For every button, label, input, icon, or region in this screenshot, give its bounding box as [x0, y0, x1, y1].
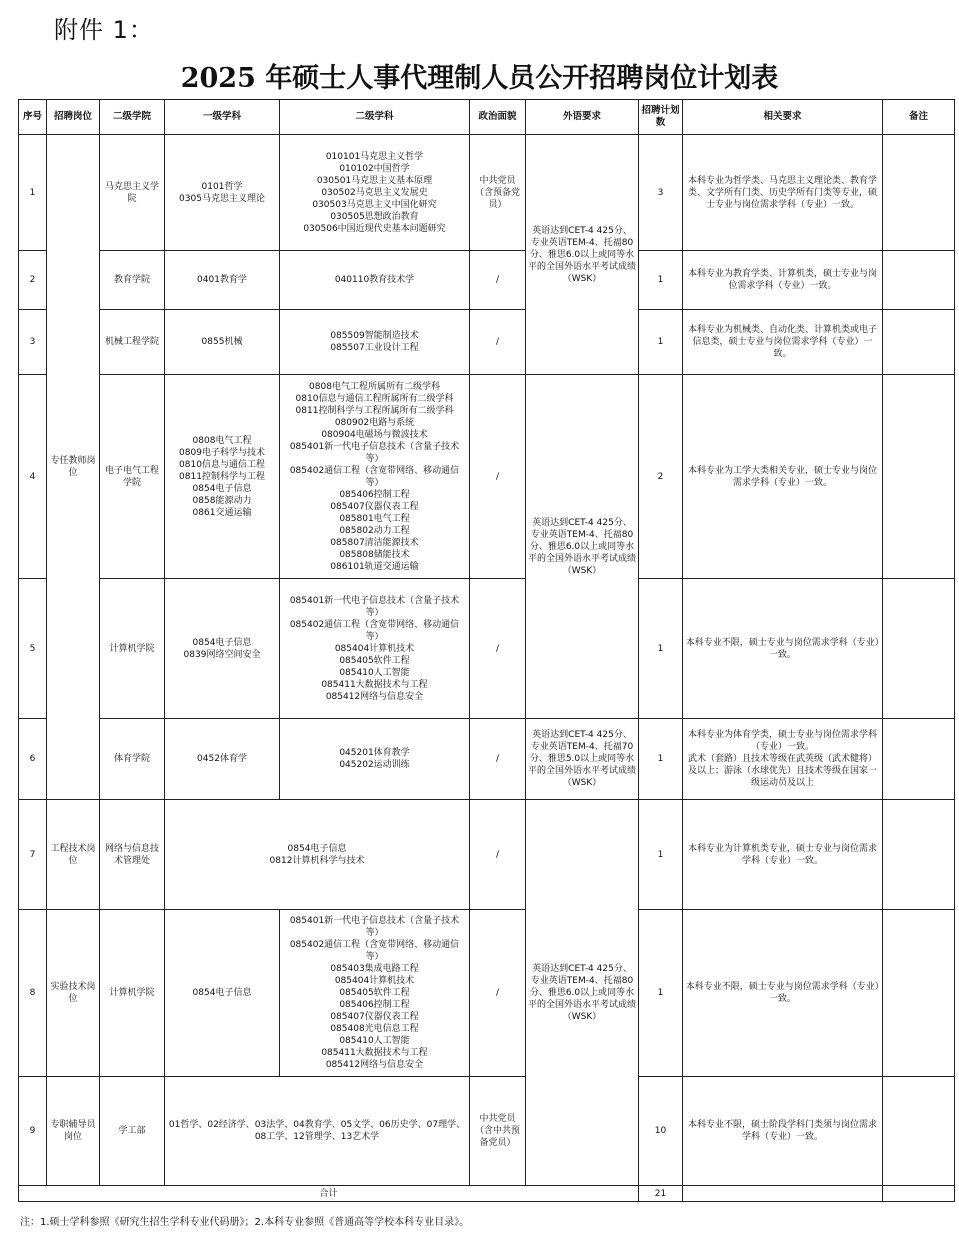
level1-cell: 0808电气工程 0809电子科学与技术 0810信息与通信工程 0811控制科学与工程 0854电子信息 0858能源动力 0861交通运输: [165, 375, 280, 579]
recruitment-table: [18, 99, 955, 1202]
row-no: 8: [19, 910, 47, 1077]
table-row: [19, 1077, 955, 1186]
table-row: [19, 579, 955, 719]
requirements-cell: 本科专业为体育学类，硕士专业与岗位需求学科（专业）一致。 武术（套路）且技术等级在武英级（武术健将）及以上；游泳（水球优先）且技术等级在国家一级运动员及以上: [683, 719, 883, 800]
political-cell: /: [470, 251, 526, 310]
row-no: 9: [19, 1077, 47, 1186]
header-position: 招聘岗位: [47, 100, 100, 135]
row-no: 1: [19, 135, 47, 251]
level1-cell: 0452体育学: [165, 719, 280, 800]
count-cell: 2: [639, 375, 683, 579]
college-cell: 机械工程学院: [100, 310, 165, 375]
remark-cell: [883, 310, 955, 375]
remark-cell: [883, 375, 955, 579]
requirements-cell: 本科专业不限，硕士阶段学科门类须与岗位需求学科（专业）一致。: [683, 1077, 883, 1186]
count-cell: 10: [639, 1077, 683, 1186]
political-cell: /: [470, 800, 526, 910]
level1-cell: 0854电子信息 0839网络空间安全: [165, 579, 280, 719]
college-cell: 计算机学院: [100, 910, 165, 1077]
requirements-cell: 本科专业为机械类、自动化类、计算机类或电子信息类，硕士专业与岗位需求学科（专业）一致。: [683, 310, 883, 375]
count-cell: 3: [639, 135, 683, 251]
requirements-cell: 本科专业不限，硕士专业与岗位需求学科（专业）一致。: [683, 579, 883, 719]
college-cell: 电子电气工程学院: [100, 375, 165, 579]
level1-cell: 0101哲学 0305马克思主义理论: [165, 135, 280, 251]
remark-cell: [883, 135, 955, 251]
college-cell: 马克思主义学院: [100, 135, 165, 251]
count-cell: 1: [639, 719, 683, 800]
count-cell: 1: [639, 251, 683, 310]
requirements-cell: 本科专业为教育学类、计算机类，硕士专业与岗位需求学科（专业）一致。: [683, 251, 883, 310]
count-cell: 1: [639, 910, 683, 1077]
row-no: 5: [19, 579, 47, 719]
count-cell: 1: [639, 579, 683, 719]
political-cell: 中共党员（含中共预备党员）: [470, 1077, 526, 1186]
attachment-label: 附件 1：: [54, 16, 154, 44]
political-cell: /: [470, 719, 526, 800]
level1-cell: 0855机械: [165, 310, 280, 375]
row-no: 7: [19, 800, 47, 910]
level2-cell: 0808电气工程所属所有二级学科 0810信息与通信工程所属所有二级学科 0811控制科学与工程所属所有二级学科 080902电路与系统 080904电磁场与微波技术 085401新一代电子信息技术（含量子技术等） 085402通信工程（含宽带网络、移动通信等） 085406控制工程 085407仪器仪表工程 085801电气工程 085802动力工程 085807清洁能源技术 085808储能技术 086101轨道交通运输: [280, 375, 470, 579]
requirements-cell: 本科专业为哲学类、马克思主义理论类、教育学类、文学所有门类、历史学所有门类等专业，硕士专业与岗位需求学科（专业）一致。: [683, 135, 883, 251]
level2-cell: 085401新一代电子信息技术（含量子技术等） 085402通信工程（含宽带网络、移动通信等） 085403集成电路工程 085404计算机技术 085405软件工程 085406控制工程 085407仪器仪表工程 085408光电信息工程 085410人工智能 085411大数据技术与工程 085412网络与信息安全: [280, 910, 470, 1077]
college-cell: 体育学院: [100, 719, 165, 800]
header-political: 政治面貌: [470, 100, 526, 135]
total-count: 21: [639, 1186, 683, 1202]
row-no: 4: [19, 375, 47, 579]
level2-cell: 040110教育技术学: [280, 251, 470, 310]
total-remark-cell: [883, 1186, 955, 1202]
college-cell: 网络与信息技术管理处: [100, 800, 165, 910]
position-cell: 专任教师岗位: [47, 135, 100, 800]
count-cell: 1: [639, 800, 683, 910]
political-cell: /: [470, 910, 526, 1077]
table-row: [19, 910, 955, 1077]
college-cell: 教育学院: [100, 251, 165, 310]
remark-cell: [883, 251, 955, 310]
table-row: [19, 719, 955, 800]
level2-cell: 045201体育教学 045202运动训练: [280, 719, 470, 800]
total-row: [19, 1186, 955, 1202]
political-cell: /: [470, 375, 526, 579]
header-level2: 二级学科: [280, 100, 470, 135]
header-no: 序号: [19, 100, 47, 135]
footnote: 注：1.硕士学科参照《研究生招生学科专业代码册》；2.本科专业参照《普通高等学校本科专业目录》。: [20, 1217, 470, 1228]
header-language: 外语要求: [526, 100, 639, 135]
remark-cell: [883, 579, 955, 719]
remark-cell: [883, 910, 955, 1077]
college-cell: 计算机学院: [100, 579, 165, 719]
language-cell: 英语达到CET-4 425分、专业英语TEM-4、托福80分、雅思6.0以上或同等水平的全国外语水平考试成绩（WSK）: [526, 135, 639, 375]
table-row: [19, 310, 955, 375]
language-cell: 英语达到CET-4 425分、专业英语TEM-4、托福80分、雅思6.0以上或同等水平的全国外语水平考试成绩（WSK）: [526, 800, 639, 1186]
table-row: [19, 251, 955, 310]
requirements-cell: 本科专业不限，硕士专业与岗位需求学科（专业）一致。: [683, 910, 883, 1077]
header-count: 招聘计划数: [639, 100, 683, 135]
header-college: 二级学院: [100, 100, 165, 135]
position-cell: 专职辅导员岗位: [47, 1077, 100, 1186]
remark-cell: [883, 719, 955, 800]
discipline-cell: 0854电子信息 0812计算机科学与技术: [165, 800, 470, 910]
page-title: 2025 年硕士人事代理制人员公开招聘岗位计划表: [180, 63, 779, 94]
header-requirements: 相关要求: [683, 100, 883, 135]
level1-cell: 0401教育学: [165, 251, 280, 310]
header-remark: 备注: [883, 100, 955, 135]
header-row: [19, 100, 955, 135]
level2-cell: 010101马克思主义哲学 010102中国哲学 030501马克思主义基本原理 030502马克思主义发展史 030503马克思主义中国化研究 030505思想政治教育 030506中国近现代史基本问题研究: [280, 135, 470, 251]
political-cell: /: [470, 310, 526, 375]
political-cell: 中共党员（含预备党员）: [470, 135, 526, 251]
position-cell: 工程技术岗位: [47, 800, 100, 910]
level2-cell: 085401新一代电子信息技术（含量子技术等） 085402通信工程（含宽带网络、移动通信等） 085404计算机技术 085405软件工程 085410人工智能 085411大数据技术与工程 085412网络与信息安全: [280, 579, 470, 719]
college-cell: 学工部: [100, 1077, 165, 1186]
level2-cell: 085509智能制造技术 085507工业设计工程: [280, 310, 470, 375]
position-cell: 实验技术岗位: [47, 910, 100, 1077]
table-row: [19, 135, 955, 251]
header-level1: 一级学科: [165, 100, 280, 135]
requirements-cell: 本科专业为工学大类相关专业，硕士专业与岗位需求学科（专业）一致。: [683, 375, 883, 579]
level1-cell: 0854电子信息: [165, 910, 280, 1077]
row-no: 3: [19, 310, 47, 375]
total-requirements-cell: [683, 1186, 883, 1202]
political-cell: /: [470, 579, 526, 719]
language-cell: 英语达到CET-4 425分、专业英语TEM-4、托福80分、雅思6.0以上或同等水平的全国外语水平考试成绩（WSK）: [526, 375, 639, 719]
count-cell: 1: [639, 310, 683, 375]
requirements-cell: 本科专业为计算机类专业，硕士专业与岗位需求学科（专业）一致。: [683, 800, 883, 910]
row-no: 6: [19, 719, 47, 800]
row-no: 2: [19, 251, 47, 310]
remark-cell: [883, 1077, 955, 1186]
remark-cell: [883, 800, 955, 910]
discipline-cell: 01哲学、02经济学、03法学、04教育学、05文学、06历史学、07理学、08工学、12管理学、13艺术学: [165, 1077, 470, 1186]
table-row: [19, 375, 955, 579]
total-label: 合计: [19, 1186, 639, 1202]
table-row: [19, 800, 955, 910]
language-cell: 英语达到CET-4 425分、专业英语TEM-4、托福70分、雅思5.0以上或同等水平的全国外语水平考试成绩（WSK）: [526, 719, 639, 800]
